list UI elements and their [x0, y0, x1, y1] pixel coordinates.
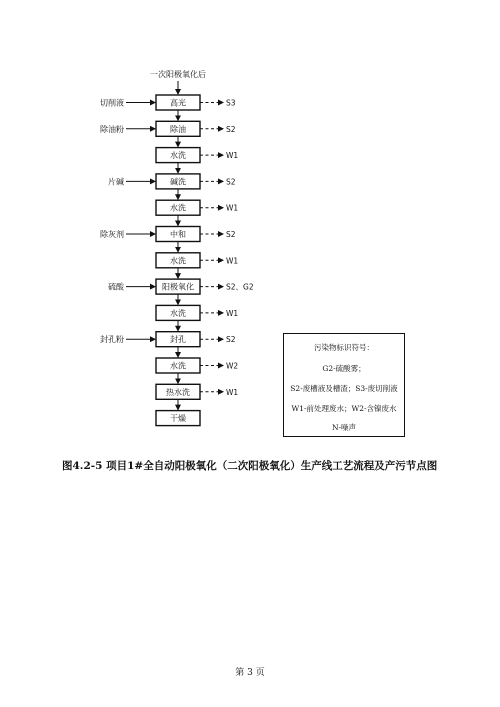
process-step-label: 高光 — [170, 98, 186, 108]
pollutant-label: W1 — [226, 151, 239, 161]
legend-title: 污染物标识符号： — [314, 343, 374, 352]
process-step-label: 水洗 — [170, 256, 186, 266]
process-step-label: 水洗 — [170, 151, 186, 161]
figure-caption: 图4.2-5 项目1#全自动阳极氧化（二次阳极氧化）生产线工艺流程及产污节点图 — [62, 460, 438, 472]
pollutant-label: W1 — [226, 203, 239, 213]
process-step-label: 热水洗 — [166, 387, 190, 397]
input-material-label: 硫酸 — [108, 282, 124, 292]
input-material-label: 封孔粉 — [100, 335, 124, 345]
process-step-label: 碱洗 — [170, 177, 186, 187]
input-material-label: 片碱 — [108, 177, 124, 187]
input-material-label: 切削液 — [100, 98, 124, 108]
pollutant-label: S2、G2 — [226, 282, 254, 292]
pollutant-label: W1 — [226, 308, 239, 318]
input-material-label: 除灰剂 — [100, 230, 124, 239]
process-step-label: 水洗 — [170, 308, 186, 318]
process-step-label: 干燥 — [170, 414, 186, 424]
legend-line-w1-w2: W1-前处理废水；W2-含镍废水 — [291, 404, 397, 413]
legend-line-s2-s3: S2-废槽液及槽渣；S3-废切削液 — [290, 384, 398, 393]
pollutant-label: W1 — [226, 387, 239, 397]
pollutant-label: S2 — [226, 177, 236, 187]
pollutant-label: S2 — [226, 124, 236, 134]
process-step-label: 中和 — [170, 230, 186, 239]
pollutant-label: W1 — [226, 256, 239, 266]
page-number: 第 3 页 — [235, 668, 265, 678]
flow-start-label: 一次阳极氧化后 — [150, 70, 206, 79]
pollutant-label: S3 — [226, 98, 236, 108]
process-step-label: 封孔 — [170, 335, 186, 345]
process-step-label: 除油 — [170, 124, 186, 134]
pollutant-label: S2 — [226, 230, 236, 239]
legend-line-n: N-噪声 — [331, 423, 357, 432]
input-material-label: 除油粉 — [100, 124, 124, 134]
process-step-label: 阳极氧化 — [162, 282, 194, 292]
process-step-label: 水洗 — [170, 203, 186, 213]
pollutant-label: W2 — [226, 361, 239, 371]
process-step-label: 水洗 — [170, 361, 186, 371]
legend-line-g2: G2-硫酸雾； — [322, 364, 366, 373]
pollutant-legend — [283, 333, 405, 437]
pollutant-label: S2 — [226, 335, 236, 345]
